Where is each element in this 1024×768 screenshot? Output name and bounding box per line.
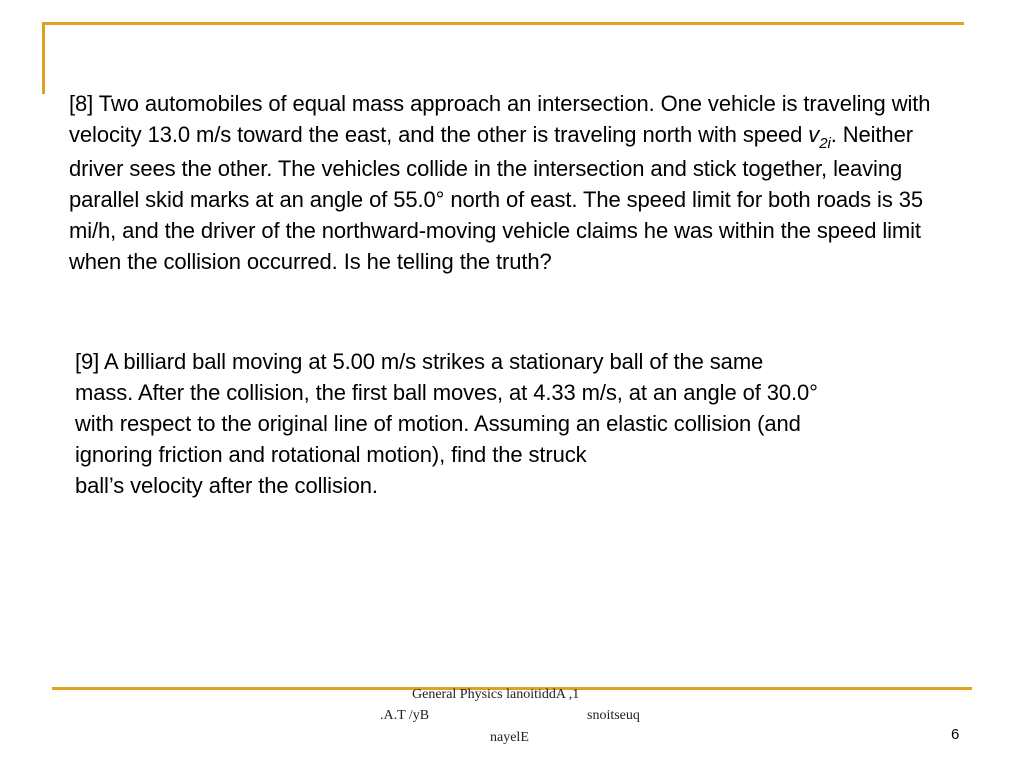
problem-8-number: [8] (69, 91, 94, 116)
problem-9-line: [9] A billiard ball moving at 5.00 m/s strikes a stationary ball of the same (75, 349, 764, 374)
problem-9-line: ignoring friction and rotational motion), find the struck (75, 442, 587, 467)
slide-number: 6 (951, 726, 960, 743)
problem-8-text-a: Two automobiles of equal mass approach an intersection. One vehicle is traveling with velocity 13.0 m/s toward the east, and the other is traveling north with speed (69, 91, 931, 147)
problem-9-line: mass. After the collision, the first ball moves, at 4.33 m/s, at an angle of 30.0° (75, 380, 818, 405)
problem-9-line: with respect to the original line of motion. Assuming an elastic collision (and (75, 411, 801, 436)
problem-9-line: ball’s velocity after the collision. (75, 473, 378, 498)
left-accent-line (42, 22, 45, 94)
footer-text-line-1: General Physics lanoitiddA ,1 (412, 687, 580, 702)
top-accent-line (42, 22, 964, 25)
problem-8-text-b: . Neither driver sees the other. The vehicles collide in the intersection and stick together, leaving parallel skid marks at an angle of 55.0° north of east. The speed limit for both roads is 35 mi/h, and the driver of the northward-moving vehicle claims he was within the speed limit when the collision occurred. Is he telling the truth? (69, 122, 924, 274)
velocity-subscript: 2i (819, 135, 831, 152)
footer-text-line-3: nayelE (490, 730, 529, 745)
footer-text-line-2-right: snoitseuq (587, 708, 640, 723)
velocity-symbol: v (808, 122, 820, 147)
problem-9 (75, 346, 955, 501)
footer-text-line-2-left: .A.T /yB (380, 708, 430, 723)
problem-8 (69, 88, 969, 277)
